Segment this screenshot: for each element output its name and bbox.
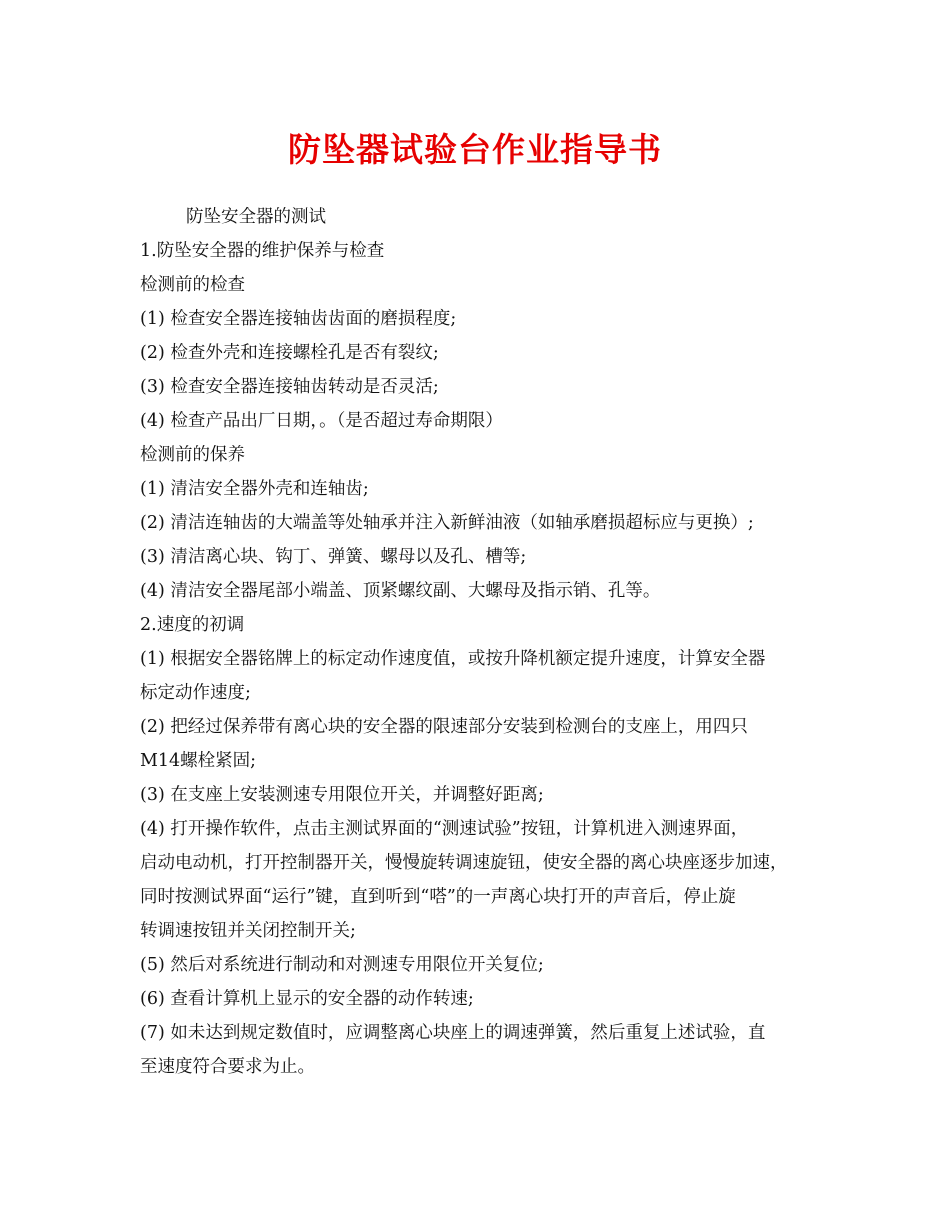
list-item-continuation: 标定动作速度; [140,683,251,703]
list-item: (4) 清洁安全器尾部小端盖、顶紧螺纹副、大螺母及指示销、孔等。 [140,581,661,601]
list-item: (2) 检查外壳和连接螺栓孔是否有裂纹; [140,343,439,363]
list-item-continuation: M14螺栓紧固; [140,751,257,771]
list-item: (3) 在支座上安装测速专用限位开关，并调整好距离; [140,785,544,805]
list-item: (7) 如未达到规定数值时，应调整离心块座上的调速弹簧，然后重复上述试验，直 [140,1023,766,1043]
list-item: (1) 检查安全器连接轴齿齿面的磨损程度; [140,309,457,329]
list-item: (1) 清洁安全器外壳和连轴齿; [140,479,369,499]
list-item: (3) 检查安全器连接轴齿转动是否灵活; [140,377,439,397]
list-item: (4) 打开操作软件，点击主测试界面的“测速试验”按钮，计算机进入测速界面， [140,819,749,839]
list-item-continuation: 至速度符合要求为止。 [140,1057,315,1077]
document-title: 防坠器试验台作业指导书 [288,130,662,169]
list-item: (2) 把经过保养带有离心块的安全器的限速部分安装到检测台的支座上，用四只 [140,717,748,737]
list-item: (6) 查看计算机上显示的安全器的动作转速; [140,989,474,1009]
subsection-heading: 检测前的保养 [140,445,245,465]
subsection-heading: 检测前的检查 [140,275,245,295]
list-item: (3) 清洁离心块、钩丁、弹簧、螺母以及孔、槽等; [140,547,527,567]
list-item: (5) 然后对系统进行制动和对测速专用限位开关复位; [140,955,544,975]
document-body [140,200,820,1084]
list-item-continuation: 启动电动机，打开控制器开关，慢慢旋转调速旋钮，使安全器的离心块座逐步加速， [140,853,788,873]
section-heading: 2.速度的初调 [140,615,245,635]
list-item-continuation: 同时按测试界面“运行”键，直到听到“嗒”的一声离心块打开的声音后，停止旋 [140,887,736,907]
section-heading: 防坠安全器的测试 [186,207,326,227]
section-heading: 1.防坠安全器的维护保养与检查 [140,241,385,261]
list-item: (2) 清洁连轴齿的大端盖等处轴承并注入新鲜油液（如轴承磨损超标应与更换）; [140,513,754,533]
list-item: (4) 检查产品出厂日期，。（是否超过寿命期限） [140,411,503,431]
list-item: (1) 根据安全器铭牌上的标定动作速度值，或按升降机额定提升速度，计算安全器 [140,649,766,669]
list-item-continuation: 转调速按钮并关闭控制开关; [140,921,356,941]
